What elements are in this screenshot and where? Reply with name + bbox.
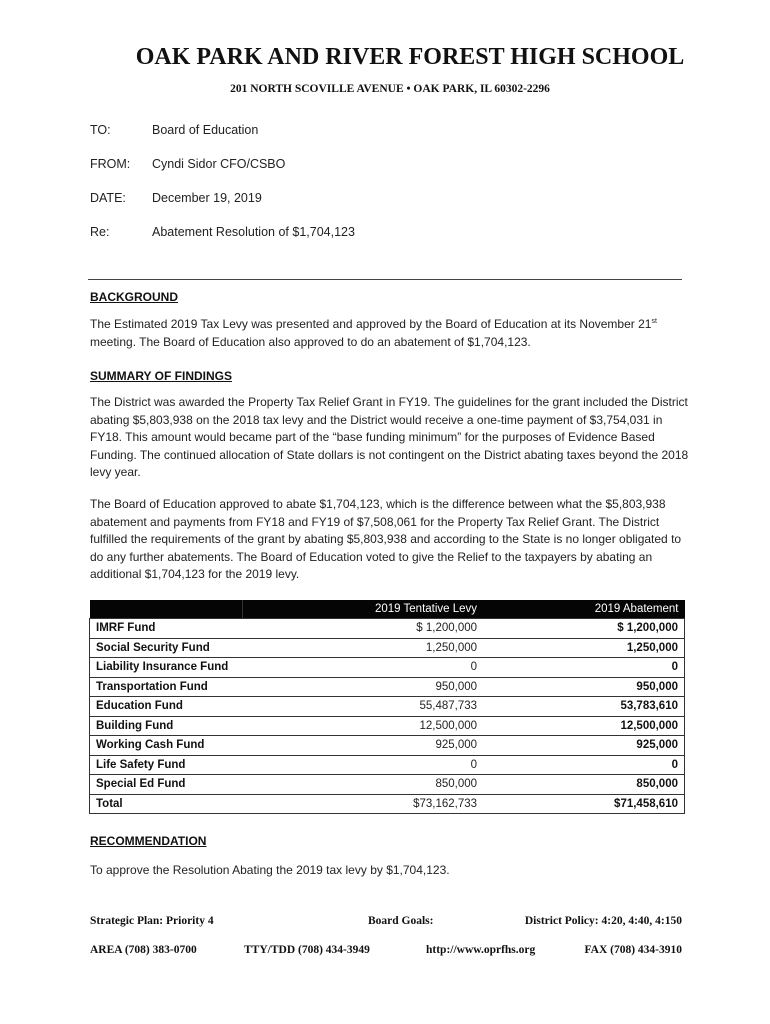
tentative-levy-value: 0 — [242, 658, 483, 678]
memo-to-value: Board of Education — [152, 123, 259, 137]
district-policy-text: District Policy: 4:20, 4:40, 4:150 — [524, 915, 682, 927]
header-abatement: 2019 Abatement — [483, 600, 684, 619]
total-abatement: $71,458,610 — [483, 794, 684, 814]
background-heading: BACKGROUND — [90, 290, 178, 304]
abatement-value: 12,500,000 — [483, 716, 684, 736]
website-link[interactable]: http://www.oprfhs.org — [426, 944, 536, 956]
board-goals-text: Board Goals: — [368, 915, 434, 927]
recommendation-heading: RECOMMENDATION — [90, 834, 207, 848]
total-label: Total — [90, 794, 243, 814]
table-header-row — [90, 600, 685, 619]
tentative-levy-value: 950,000 — [242, 677, 483, 697]
abatement-value: 0 — [483, 755, 684, 775]
memo-re-label: Re: — [90, 225, 110, 239]
header-tentative-levy: 2019 Tentative Levy — [242, 600, 483, 619]
tentative-levy-value: 1,250,000 — [242, 638, 483, 658]
memo-from-value: Cyndi Sidor CFO/CSBO — [152, 157, 286, 171]
memo-from-row — [90, 157, 285, 171]
memo-date-value: December 19, 2019 — [152, 191, 262, 205]
fund-name: Liability Insurance Fund — [90, 658, 243, 678]
header-divider — [88, 279, 682, 280]
table-row — [90, 658, 685, 678]
tentative-levy-value: 850,000 — [242, 775, 483, 795]
memo-to-label: TO: — [90, 123, 111, 137]
abatement-value: 950,000 — [483, 677, 684, 697]
school-name-heading: OAK PARK AND RIVER FOREST HIGH SCHOOL — [135, 44, 685, 70]
fund-name: Education Fund — [90, 697, 243, 717]
abatement-value: 850,000 — [483, 775, 684, 795]
background-text-part1: The Estimated 2019 Tax Levy was presented and approved by the Board of Education at its November 21 — [90, 317, 652, 331]
tentative-levy-value: 55,487,733 — [242, 697, 483, 717]
table-row — [90, 775, 685, 795]
table-row — [90, 638, 685, 658]
tty-phone-text: TTY/TDD (708) 434-3949 — [244, 944, 370, 956]
recommendation-text: To approve the Resolution Abating the 2019 tax levy by $1,704,123. — [90, 863, 450, 877]
summary-heading: SUMMARY OF FINDINGS — [90, 369, 233, 383]
table-row — [90, 755, 685, 775]
table-total-row — [90, 794, 685, 814]
strategic-plan-text: Strategic Plan: Priority 4 — [90, 915, 214, 927]
background-text-part2: meeting. The Board of Education also approved to do an abatement of $1,704,123. — [90, 334, 531, 349]
tentative-levy-value: $ 1,200,000 — [242, 619, 483, 639]
abatement-value: 53,783,610 — [483, 697, 684, 717]
fund-name: Life Safety Fund — [90, 755, 243, 775]
fund-name: Social Security Fund — [90, 638, 243, 658]
table-row — [90, 697, 685, 717]
memo-re-row — [90, 225, 355, 239]
tentative-levy-value: 12,500,000 — [242, 716, 483, 736]
summary-paragraph-2: The Board of Education approved to abate $1,704,123, which is the difference between what the $5,803,938 abatement and payments from FY18 and FY19 of $7,508,061 for the Property Tax Relief Grant. The District fulfilled the requirements of the grant by abating $5,803,938 and according to the State is no longer obligated to do any further abatements. The Board of Education voted to give the Relief to the taxpayers by abating an additional $1,704,123 for the 2019 levy. — [90, 497, 682, 581]
memo-date-row — [90, 191, 262, 205]
memo-date-label: DATE: — [90, 191, 126, 205]
table-row — [90, 736, 685, 756]
area-phone-text: AREA (708) 383-0700 — [90, 944, 197, 956]
tentative-levy-value: 0 — [242, 755, 483, 775]
abatement-value: 0 — [483, 658, 684, 678]
fund-name: IMRF Fund — [90, 619, 243, 639]
memo-from-label: FROM: — [90, 157, 131, 171]
school-address: 201 NORTH SCOVILLE AVENUE • OAK PARK, IL 60302-2296 — [230, 83, 550, 95]
abatement-value: 925,000 — [483, 736, 684, 756]
total-tentative-levy: $73,162,733 — [242, 794, 483, 814]
abatement-value: $ 1,200,000 — [483, 619, 684, 639]
levy-abatement-table — [89, 600, 685, 814]
table-row — [90, 716, 685, 736]
memo-re-value: Abatement Resolution of $1,704,123 — [152, 225, 355, 239]
fund-name: Special Ed Fund — [90, 775, 243, 795]
tentative-levy-value: 925,000 — [242, 736, 483, 756]
background-paragraph — [90, 316, 690, 351]
summary-paragraph-1: The District was awarded the Property Tax Relief Grant in FY19. The guidelines for the grant included the District abating $5,803,938 on the 2018 tax levy and the District would receive a one-time payment of $3,754,031 in FY18. This amount would became part of the “base funding minimum” for the purposes of Evidence Based Funding. The continued allocation of State dollars is not contingent on the District abating taxes beyond the 2018 levy year. — [90, 395, 689, 479]
fund-name: Building Fund — [90, 716, 243, 736]
background-superscript: st — [651, 318, 657, 325]
header-fund — [90, 600, 243, 619]
table-row — [90, 619, 685, 639]
fund-name: Working Cash Fund — [90, 736, 243, 756]
table-row — [90, 677, 685, 697]
fax-text: FAX (708) 434-3910 — [584, 944, 682, 956]
fund-name: Transportation Fund — [90, 677, 243, 697]
memo-to-row — [90, 123, 258, 137]
abatement-value: 1,250,000 — [483, 638, 684, 658]
